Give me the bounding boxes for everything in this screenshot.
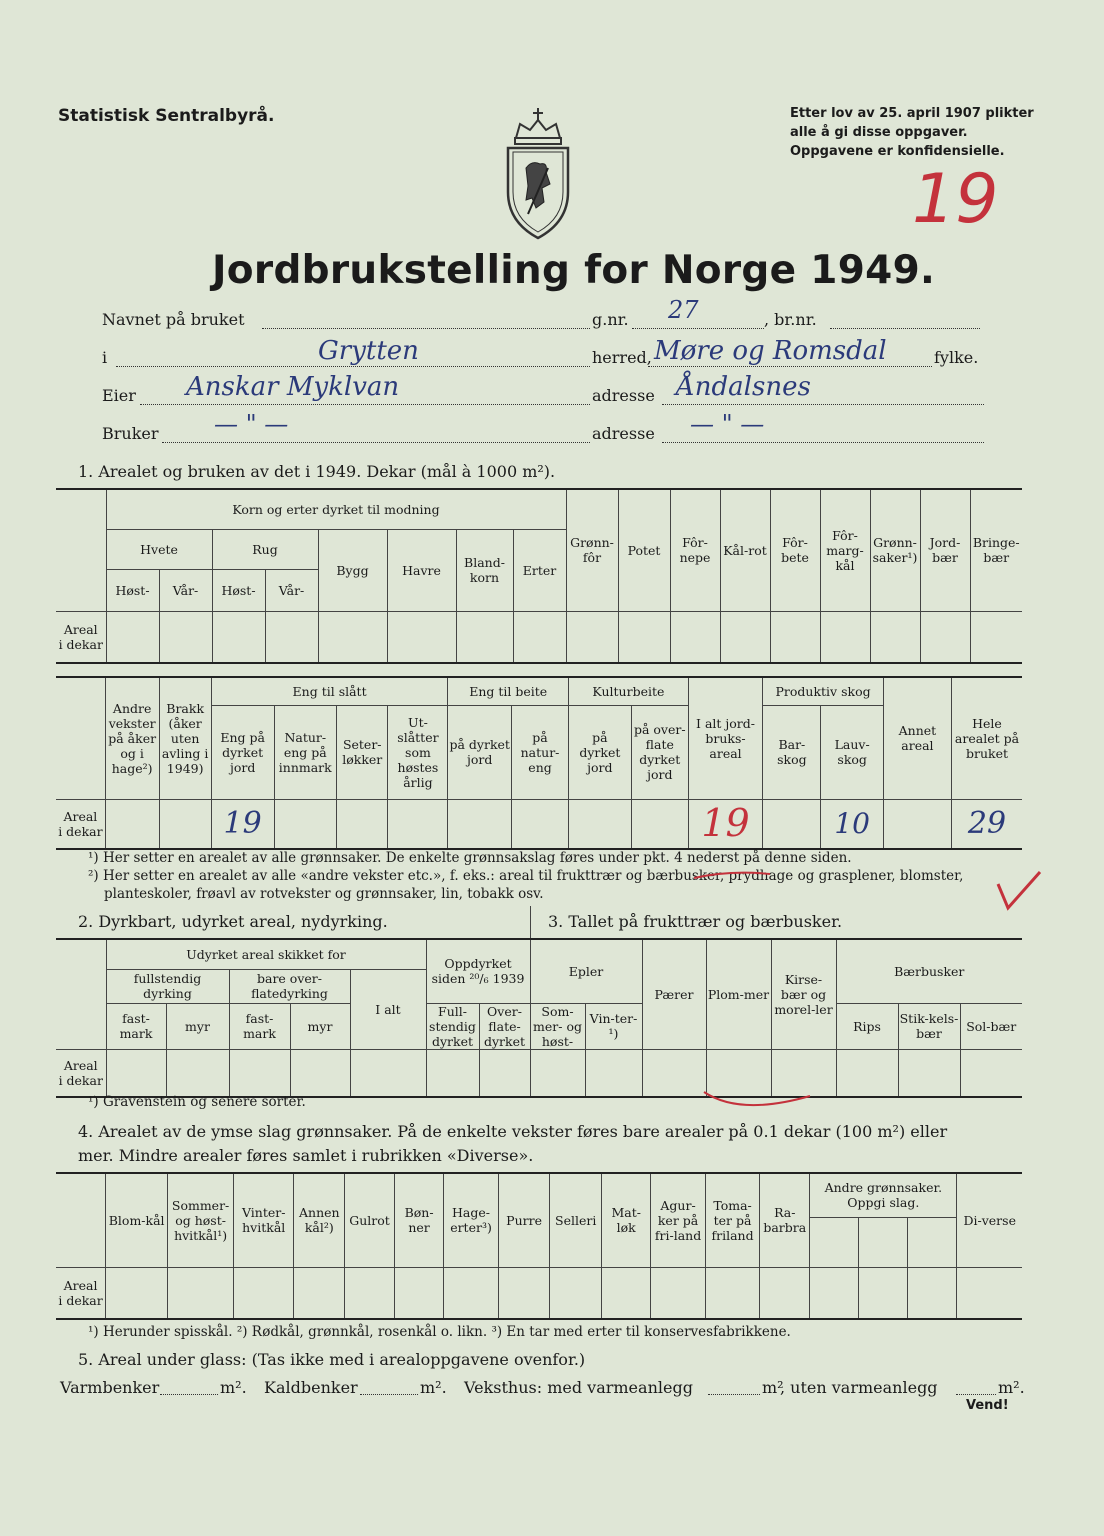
gnr-value: 27 xyxy=(668,296,699,324)
owner-field[interactable] xyxy=(140,404,590,405)
table-cell[interactable] xyxy=(670,611,720,663)
col-header: Pærer xyxy=(642,939,706,1049)
header-blank xyxy=(56,489,106,611)
col-header: fast-mark xyxy=(229,1003,290,1049)
fruit-and-land-table xyxy=(56,938,1022,1098)
table-cell[interactable] xyxy=(105,799,159,849)
table-cell[interactable] xyxy=(970,611,1022,663)
table-cell[interactable] xyxy=(550,1267,602,1319)
col-header: Jord-bær xyxy=(920,489,970,611)
section-4-heading xyxy=(78,1120,947,1168)
table-cell[interactable] xyxy=(394,1267,443,1319)
table-cell[interactable] xyxy=(618,611,670,663)
col-header: Bland-korn xyxy=(456,529,513,611)
col-header: Bar-skog xyxy=(763,705,821,799)
vegetables-table xyxy=(56,1172,1022,1320)
user-address-label: adresse xyxy=(592,424,655,443)
municipality-value: Grytten xyxy=(318,336,419,366)
red-pen-marks xyxy=(690,860,1050,920)
address-value: Åndalsnes xyxy=(676,372,811,402)
col-header: på natur-eng xyxy=(512,705,569,799)
kaldbenker-field[interactable] xyxy=(360,1394,418,1395)
table-cell[interactable] xyxy=(274,799,337,849)
vend-note: Vend! xyxy=(966,1398,1009,1413)
table-cell[interactable] xyxy=(760,1267,810,1319)
table-cell[interactable] xyxy=(168,1267,234,1319)
county-value: Møre og Romsdal xyxy=(654,336,887,366)
municipality-field[interactable] xyxy=(116,366,590,367)
table-cell[interactable] xyxy=(106,1267,168,1319)
col-header: Selleri xyxy=(550,1173,602,1267)
table-cell[interactable] xyxy=(870,611,920,663)
table-cell[interactable] xyxy=(229,1049,290,1097)
group-baerbusker: Bærbusker xyxy=(836,939,1022,1003)
col-header: Vin-ter-¹) xyxy=(585,1003,642,1049)
brnr-label: , br.nr. xyxy=(764,310,817,329)
table-cell[interactable] xyxy=(106,1049,166,1097)
form-title: Jordbrukstelling for Norge 1949. xyxy=(212,248,936,293)
col-header: Toma-ter på friland xyxy=(705,1173,760,1267)
col-header: Hele arealet på bruket xyxy=(951,677,1022,799)
group-udyrket: Udyrket areal skikket for xyxy=(106,939,426,969)
col-header: på dyrket jord xyxy=(448,705,512,799)
table-cell[interactable] xyxy=(859,1267,908,1319)
col-header: fast-mark xyxy=(106,1003,166,1049)
table-cell[interactable] xyxy=(233,1267,293,1319)
footnote-1: ¹) Her setter en arealet av alle grønnsaker. De enkelte grønnsakslag føres under pkt. 4 nederst på denne siden. xyxy=(88,850,852,866)
table-cell[interactable] xyxy=(350,1049,426,1097)
address-field[interactable] xyxy=(662,404,984,405)
section-4-heading-line: 4. Arealet av de ymse slag grønnsaker. På de enkelte vekster føres bare arealer på 0.1 dekar (100 m²) eller xyxy=(78,1122,948,1141)
col-header: Bringe-bær xyxy=(970,489,1022,611)
col-header: Andre vekster på åker og i hage²) xyxy=(105,677,159,799)
col-header: Over-flate-dyrket xyxy=(479,1003,530,1049)
table-cell[interactable] xyxy=(106,611,159,663)
lauvskog-value[interactable]: 10 xyxy=(821,799,883,849)
col-header: Gulrot xyxy=(345,1173,395,1267)
agency-name: Statistisk Sentralbyrå. xyxy=(58,106,275,126)
col-header: Vinter-hvitkål xyxy=(233,1173,293,1267)
table-cell[interactable] xyxy=(479,1049,530,1097)
varmbenker-field[interactable] xyxy=(160,1394,218,1395)
kaldbenker-unit: m². xyxy=(420,1378,447,1397)
uten-varme-unit: m². xyxy=(998,1378,1025,1397)
col-header: Grønn-fôr xyxy=(566,489,618,611)
section-4-heading-line: mer. Mindre arealer føres samlet i rubrikken «Diverse». xyxy=(78,1146,534,1165)
table-cell[interactable] xyxy=(444,1267,499,1319)
col-header: Havre xyxy=(387,529,456,611)
table-cell[interactable] xyxy=(345,1267,395,1319)
brnr-field[interactable] xyxy=(830,328,980,329)
user-label: Bruker xyxy=(102,424,159,443)
col-header: Di-verse xyxy=(957,1173,1022,1267)
user-address-value: — " — xyxy=(690,410,765,438)
col-header: Høst- xyxy=(106,569,159,611)
col-header: Bygg xyxy=(318,529,387,611)
land-use-table-a xyxy=(56,488,1022,664)
table-cell[interactable] xyxy=(159,611,212,663)
table-cell[interactable] xyxy=(448,799,512,849)
farm-name-field[interactable] xyxy=(262,328,590,329)
section-4-footnote: ¹) Herunder spisskål. ²) Rødkål, grønnkål, rosenkål o. likn. ³) En tar med erter til konservesfabrikkene. xyxy=(88,1324,791,1340)
group-eng-beite: Eng til beite xyxy=(448,677,569,705)
table-cell[interactable] xyxy=(456,611,513,663)
table-cell[interactable] xyxy=(159,799,211,849)
law-notice-line: Oppgavene er konfidensielle. xyxy=(790,144,1005,159)
table-cell[interactable] xyxy=(166,1049,229,1097)
col-header: på over-flate dyrket jord xyxy=(631,705,688,799)
law-notice xyxy=(790,104,1034,161)
owner-value: Anskar Myklvan xyxy=(186,372,400,402)
col-header: I alt jord-bruks-areal xyxy=(688,677,762,799)
col-header: Bøn-ner xyxy=(394,1173,443,1267)
col-header: Som-mer- og høst- xyxy=(530,1003,585,1049)
table-cell[interactable] xyxy=(770,611,820,663)
table-cell[interactable] xyxy=(651,1267,705,1319)
table-cell[interactable] xyxy=(387,611,456,663)
header-blank xyxy=(56,939,106,1049)
table-cell[interactable] xyxy=(294,1267,345,1319)
section-5-heading: 5. Areal under glass: (Tas ikke med i arealoppgavene ovenfor.) xyxy=(78,1350,586,1369)
table-cell[interactable] xyxy=(908,1267,957,1319)
section-1-heading: 1. Arealet og bruken av det i 1949. Dekar (mål à 1000 m²). xyxy=(78,462,556,481)
table-cell[interactable] xyxy=(513,611,566,663)
table-cell[interactable] xyxy=(602,1267,651,1319)
law-notice-line: alle å gi disse oppgaver. xyxy=(790,125,968,140)
col-header: Mat-løk xyxy=(602,1173,651,1267)
table-cell[interactable] xyxy=(957,1267,1022,1319)
group-fullstendig: fullstendig dyrking xyxy=(106,969,229,1003)
farm-name-label: Navnet på bruket xyxy=(102,310,245,329)
ialt-value[interactable]: 19 xyxy=(688,799,762,849)
col-header: Fôr-marg-kål xyxy=(820,489,870,611)
gnr-field[interactable] xyxy=(632,328,764,329)
table-cell[interactable] xyxy=(883,799,951,849)
uten-varme-field[interactable] xyxy=(956,1394,996,1395)
table-cell[interactable] xyxy=(810,1267,859,1319)
col-header: Plom-mer xyxy=(706,939,771,1049)
table-cell[interactable] xyxy=(960,1049,1022,1097)
user-field[interactable] xyxy=(162,442,590,443)
group-bare-overflate: bare over-flatedyrking xyxy=(229,969,350,1003)
col-header: Fôr-bete xyxy=(770,489,820,611)
table-cell[interactable] xyxy=(820,611,870,663)
section-2-heading: 2. Dyrkbart, udyrket areal, nydyrking. xyxy=(78,912,388,931)
handwritten-number: 19 xyxy=(912,160,999,239)
col-header: Sommer- og høst-hvitkål¹) xyxy=(168,1173,234,1267)
col-header: Lauv-skog xyxy=(821,705,883,799)
group-rug: Rug xyxy=(212,529,318,569)
footnote-2: ²) Her setter en arealet av alle «andre vekster etc.», f. eks.: areal til frukttrær og bærbusker, prydhage og grasplener, blomster, xyxy=(88,868,964,884)
eng-dyrket-value[interactable]: 19 xyxy=(211,799,274,849)
group-korn: Korn og erter dyrket til modning xyxy=(106,489,566,529)
col-header: Annet areal xyxy=(883,677,951,799)
table-cell[interactable] xyxy=(512,799,569,849)
table-cell[interactable] xyxy=(388,799,448,849)
header-blank xyxy=(56,1173,106,1267)
section-3-footnote: ¹) Gravenstein og senere sorter. xyxy=(88,1094,306,1110)
table-cell[interactable] xyxy=(265,611,318,663)
col-header: Ra-barbra xyxy=(760,1173,810,1267)
kaldbenker-label: Kaldbenker xyxy=(264,1378,358,1397)
table-cell[interactable] xyxy=(212,611,265,663)
table-cell[interactable] xyxy=(705,1267,760,1319)
table-cell[interactable] xyxy=(318,611,387,663)
col-header: Sol-bær xyxy=(960,1003,1022,1049)
row-label: Areal i dekar xyxy=(56,1267,106,1319)
col-header: Purre xyxy=(498,1173,550,1267)
veksthus-label: Veksthus: med varmeanlegg xyxy=(464,1378,693,1397)
red-pen-stroke xyxy=(700,1086,820,1116)
owner-label: Eier xyxy=(102,386,136,405)
col-header: myr xyxy=(290,1003,350,1049)
col-header: I alt xyxy=(350,969,426,1049)
col-header: Kirse-bær og morel-ler xyxy=(771,939,836,1049)
row-label: Areal i dekar xyxy=(56,1049,106,1097)
varmbenker-unit: m². xyxy=(220,1378,247,1397)
table-cell[interactable] xyxy=(498,1267,550,1319)
group-andre-gronnsaker: Andre grønnsaker. Oppgi slag. xyxy=(810,1173,957,1217)
table-cell[interactable] xyxy=(920,611,970,663)
group-oppdyrket: Oppdyrket siden ²⁰/₆ 1939 xyxy=(426,939,530,1003)
row-label: Areal i dekar xyxy=(56,611,106,663)
col-header: Full-stendig dyrket xyxy=(426,1003,479,1049)
hele-value[interactable]: 29 xyxy=(951,799,1022,849)
user-value: — " — xyxy=(214,410,289,438)
col-header: myr xyxy=(166,1003,229,1049)
col-header: Ut-slåtter som høstes årlig xyxy=(388,705,448,799)
col-header: Brakk (åker uten avling i 1949) xyxy=(159,677,211,799)
table-cell[interactable] xyxy=(337,799,388,849)
col-header: Kål-rot xyxy=(720,489,770,611)
law-notice-line: Etter lov av 25. april 1907 plikter xyxy=(790,106,1034,121)
col-header: Høst- xyxy=(212,569,265,611)
section-3-heading: 3. Tallet på frukttrær og bærbusker. xyxy=(548,912,843,931)
col-header: Agur-ker på fri-land xyxy=(651,1173,705,1267)
land-use-table-b xyxy=(56,676,1022,850)
col-header: Blom-kål xyxy=(106,1173,168,1267)
section-divider xyxy=(530,906,531,938)
table-cell[interactable] xyxy=(530,1049,585,1097)
col-header: Vår- xyxy=(265,569,318,611)
col-header: Grønn-saker¹) xyxy=(870,489,920,611)
group-hvete: Hvete xyxy=(106,529,212,569)
uten-varmeanlegg-label: , uten varmeanlegg xyxy=(780,1378,938,1397)
row-label: Areal i dekar xyxy=(56,799,105,849)
col-header: Vår- xyxy=(159,569,212,611)
norwegian-coat-of-arms-icon xyxy=(498,106,578,242)
table-cell[interactable] xyxy=(720,611,770,663)
header-blank xyxy=(56,677,105,799)
col-header: Annen kål²) xyxy=(294,1173,345,1267)
user-address-field[interactable] xyxy=(662,442,984,443)
veksthus-varme-field[interactable] xyxy=(708,1394,760,1395)
col-header: Eng på dyrket jord xyxy=(211,705,274,799)
col-header: Seter-løkker xyxy=(337,705,388,799)
col-header: Rips xyxy=(836,1003,898,1049)
col-header: Potet xyxy=(618,489,670,611)
table-cell[interactable] xyxy=(836,1049,898,1097)
table-cell[interactable] xyxy=(631,799,688,849)
address-label: adresse xyxy=(592,386,655,405)
col-header: Stik-kels-bær xyxy=(898,1003,960,1049)
group-produktiv-skog: Produktiv skog xyxy=(763,677,884,705)
group-kulturbeite: Kulturbeite xyxy=(569,677,689,705)
col-header: Fôr-nepe xyxy=(670,489,720,611)
group-eng-slatt: Eng til slått xyxy=(211,677,448,705)
footnote-2-cont: planteskoler, frøavl av rotvekster og grønnsaker, lin, tobakk osv. xyxy=(104,886,544,902)
table-cell[interactable] xyxy=(763,799,821,849)
gnr-label: g.nr. xyxy=(592,310,629,329)
table-cell[interactable] xyxy=(898,1049,960,1097)
table-cell[interactable] xyxy=(569,799,632,849)
col-header: Erter xyxy=(513,529,566,611)
col-header: Natur-eng på innmark xyxy=(274,705,337,799)
herred-label: herred, xyxy=(592,348,652,367)
col-header: Hage-erter³) xyxy=(444,1173,499,1267)
group-epler: Epler xyxy=(530,939,642,1003)
fylke-label: fylke. xyxy=(934,348,979,367)
andre-slag-cell[interactable] xyxy=(859,1217,908,1267)
varmbenker-label: Varmbenker xyxy=(60,1378,160,1397)
county-field[interactable] xyxy=(648,366,932,367)
table-cell[interactable] xyxy=(585,1049,642,1097)
col-header: på dyrket jord xyxy=(569,705,632,799)
i-label: i xyxy=(102,348,108,367)
veksthus-unit: m² xyxy=(762,1378,784,1397)
table-cell[interactable] xyxy=(566,611,618,663)
table-cell[interactable] xyxy=(426,1049,479,1097)
andre-slag-cell[interactable] xyxy=(908,1217,957,1267)
table-cell[interactable] xyxy=(642,1049,706,1097)
table-cell[interactable] xyxy=(290,1049,350,1097)
andre-slag-cell[interactable] xyxy=(810,1217,859,1267)
